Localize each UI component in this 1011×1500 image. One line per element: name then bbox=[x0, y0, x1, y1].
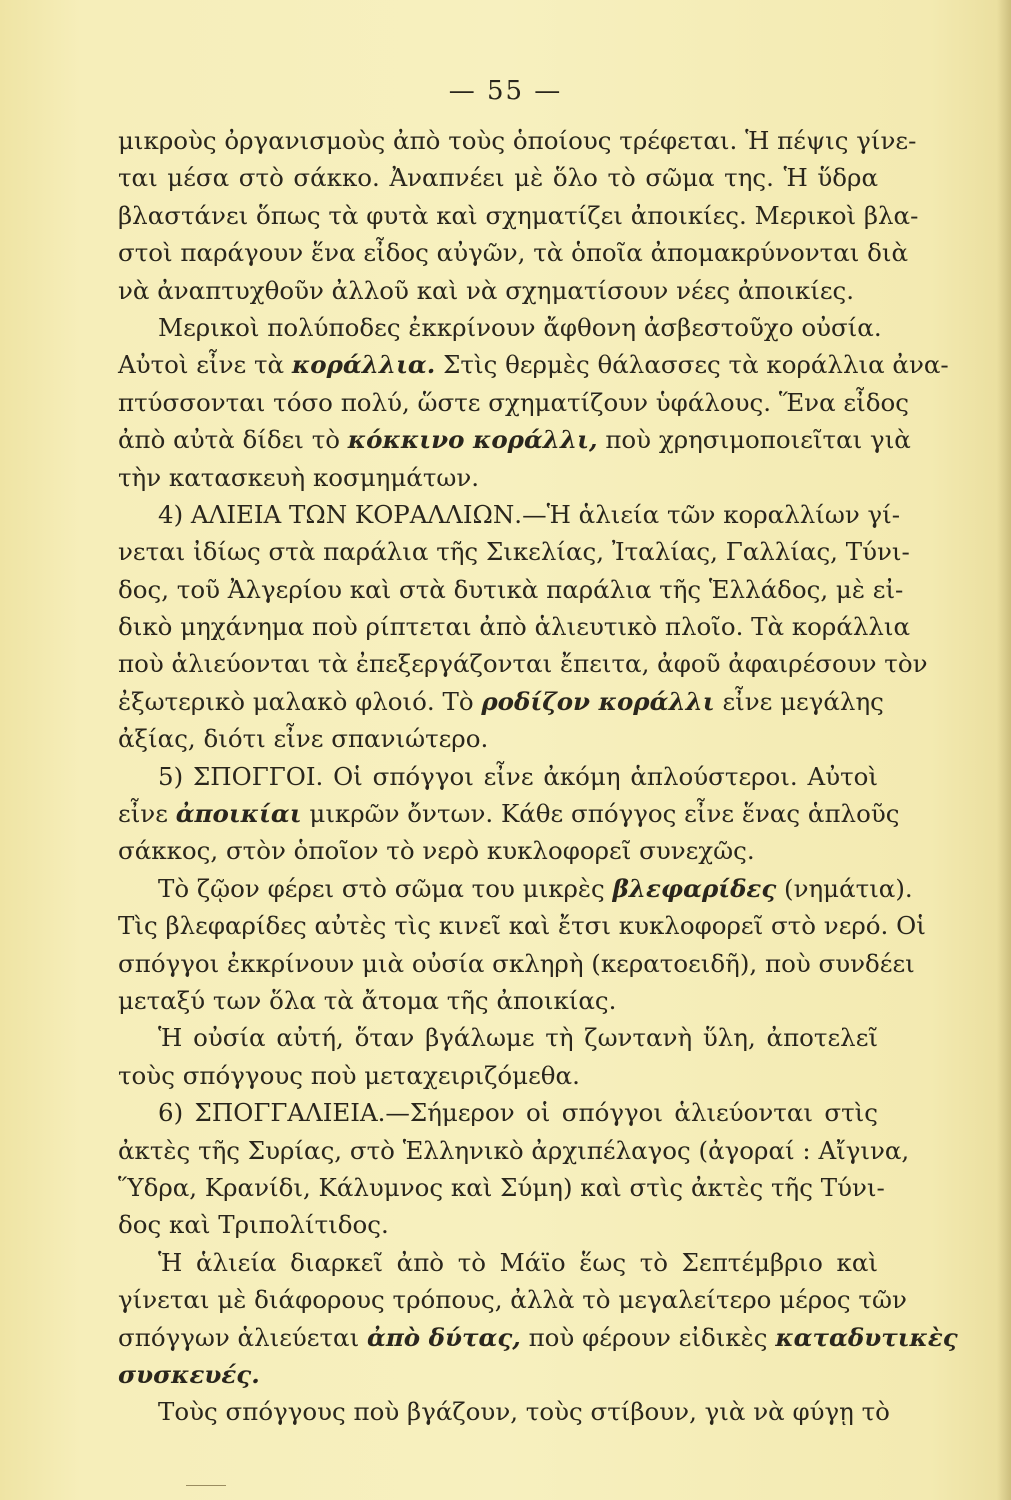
text-line bbox=[118, 496, 901, 533]
text-line bbox=[118, 1094, 878, 1131]
text-span: Τὶς βλεφαρίδες αὐτὲς τὶς κινεῖ καὶ ἔτσι κυκλοφορεῖ στὸ νερό. Οἱ bbox=[118, 911, 926, 941]
text-span: ποὺ ἁλιεύονται τὰ ἐπεξεργάζονται ἔπειτα, ἀφοῦ ἀφαιρέσουν τὸν bbox=[118, 649, 928, 679]
text-span: (νημάτια). bbox=[776, 873, 913, 903]
text-span: μικρῶν ὄντων. Κάθε σπόγγος εἶνε ἕνας ἁπλοῦς bbox=[301, 799, 900, 829]
text-span: ται μέσα στὸ σάκκο. Ἀναπνέει μὲ ὅλο τὸ σῶμα της. Ἡ ὕδρα bbox=[118, 163, 878, 193]
text-span: εἶνε bbox=[118, 799, 176, 829]
text-line bbox=[118, 1244, 878, 1281]
text-span: μεταξύ των ὅλα τὰ ἄτομα τῆς ἀποικίας. bbox=[118, 985, 617, 1015]
text-span: 6) ΣΠΟΓΓΑΛΙΕΙΑ.—Σήμερον οἱ σπόγγοι ἁλιεύονται στὶς bbox=[158, 1098, 878, 1128]
page-edge-shadow bbox=[997, 0, 1011, 1500]
emphasis-term: βλεφαρίδες bbox=[612, 873, 777, 903]
text-span: ἀπὸ αὐτὰ δίδει τὸ bbox=[118, 425, 348, 455]
text-line bbox=[118, 459, 878, 496]
text-line bbox=[118, 1057, 878, 1094]
text-line bbox=[118, 832, 878, 869]
emphasis-term: καταδυτικὲς bbox=[775, 1322, 958, 1352]
bottom-smudge bbox=[186, 1485, 226, 1494]
text-span: τὴν κατασκευὴ κοσμημάτων. bbox=[118, 462, 480, 492]
text-line bbox=[118, 1356, 878, 1393]
text-line bbox=[118, 533, 910, 570]
text-line bbox=[118, 982, 878, 1019]
text-line bbox=[118, 122, 917, 159]
text-span: ἀκτὲς τῆς Συρίας, στὸ Ἑλληνικὸ ἀρχιπέλαγος (ἀγοραί : Αἴγινα, bbox=[118, 1135, 910, 1165]
text-span: Τὸ ζῷον φέρει στὸ σῶμα του μικρὲς bbox=[158, 873, 613, 903]
text-span: νεται ἰδίως στὰ παράλια τῆς Σικελίας, Ἰταλίας, Γαλλίας, Τύνι- bbox=[118, 537, 910, 567]
text-line bbox=[118, 1169, 885, 1206]
page-number: — 55 — bbox=[448, 76, 563, 106]
text-line bbox=[118, 1019, 878, 1056]
text-span: σπόγγων ἁλιεύεται bbox=[118, 1322, 367, 1352]
text-line bbox=[118, 421, 911, 458]
text-line bbox=[118, 645, 928, 682]
text-line bbox=[118, 870, 913, 907]
text-span: Ὕδρα, Κρανίδι, Κάλυμνος καὶ Σύμη) καὶ στὶς ἀκτὲς τῆς Τύνι- bbox=[118, 1172, 885, 1202]
emphasis-term: κοράλλια. bbox=[291, 350, 436, 380]
text-line bbox=[118, 234, 909, 271]
text-line bbox=[118, 795, 900, 832]
text-span: Τοὺς σπόγγους ποὺ βγάζουν, τοὺς στίβουν, γιὰ νὰ φύγῃ τὸ bbox=[158, 1397, 890, 1427]
text-line bbox=[118, 608, 911, 645]
text-line bbox=[118, 945, 915, 982]
emphasis-term: ἀποικίαι bbox=[175, 799, 302, 829]
text-span: γίνεται μὲ διάφορους τρόπους, ἀλλὰ τὸ μεγαλείτερο μέρος τῶν bbox=[118, 1285, 907, 1315]
text-line bbox=[118, 384, 909, 421]
text-span: 4) ΑΛΙΕΙΑ ΤΩΝ ΚΟΡΑΛΛΙΩΝ.—Ἡ ἁλιεία τῶν κοραλλίων γί- bbox=[158, 499, 901, 529]
text-span: Στὶς θερμὲς θάλασσες τὰ κοράλλια ἀνα- bbox=[435, 350, 949, 380]
emphasis-term: κόκκινο κοράλλι, bbox=[347, 425, 598, 455]
text-line bbox=[118, 1132, 910, 1169]
text-span: σπόγγοι ἐκκρίνουν μιὰ οὐσία σκληρὴ (κερατοειδῆ), ποὺ συνδέει bbox=[118, 948, 915, 978]
text-span: ἀξίας, διότι εἶνε σπανιώτερο. bbox=[118, 724, 489, 754]
text-line bbox=[118, 571, 904, 608]
text-span: Ἡ οὐσία αὐτή, ὅταν βγάλωμε τὴ ζωντανὴ ὕλη, ἀποτελεῖ bbox=[158, 1023, 878, 1053]
text-line bbox=[118, 1206, 878, 1243]
text-span: δος καὶ Τριπολίτιδος. bbox=[118, 1210, 389, 1240]
text-span: σάκκος, στὸν ὁποῖον τὸ νερὸ κυκλοφορεῖ συνεχῶς. bbox=[118, 836, 755, 866]
text-line bbox=[118, 758, 878, 795]
emphasis-term: ροδίζον κοράλλι bbox=[481, 686, 715, 716]
text-line bbox=[118, 309, 882, 346]
text-span: Μερικοὶ πολύποδες ἐκκρίνουν ἄφθονη ἀσβεστοῦχο οὐσία. bbox=[158, 312, 882, 342]
text-span: δος, τοῦ Ἀλγερίου καὶ στὰ δυτικὰ παράλια τῆς Ἑλλάδος, μὲ εἰ- bbox=[118, 574, 904, 604]
text-line bbox=[118, 1281, 907, 1318]
text-line bbox=[118, 272, 878, 309]
text-line bbox=[118, 159, 878, 196]
text-span: νὰ ἀναπτυχθοῦν ἀλλοῦ καὶ νὰ σχηματίσουν νέες ἀποικίες. bbox=[118, 275, 855, 305]
text-line bbox=[118, 683, 884, 720]
text-span: ποὺ χρησιμοποιεῖται γιὰ bbox=[597, 425, 911, 455]
text-span: δικὸ μηχάνημα ποὺ ρίπτεται ἀπὸ ἁλιευτικὸ πλοῖο. Τὰ κοράλλια bbox=[118, 612, 911, 642]
text-span: Ἡ ἁλιεία διαρκεῖ ἀπὸ τὸ Μάϊο ἕως τὸ Σεπτέμβριο καὶ bbox=[158, 1247, 878, 1277]
text-span: στοὶ παράγουν ἕνα εἶδος αὐγῶν, τὰ ὁποῖα ἀπομακρύνονται διὰ bbox=[118, 238, 909, 268]
text-line bbox=[118, 1319, 958, 1356]
text-line bbox=[118, 720, 878, 757]
text-span: εἶνε μεγάλης bbox=[714, 686, 884, 716]
text-span: πτύσσονται τόσο πολύ, ὥστε σχηματίζουν ὑφάλους. Ἕνα εἶδος bbox=[118, 387, 909, 417]
text-span: ποὺ φέρουν εἰδικὲς bbox=[520, 1322, 776, 1352]
text-span: τοὺς σπόγγους ποὺ μεταχειριζόμεθα. bbox=[118, 1060, 580, 1090]
text-line bbox=[118, 1393, 890, 1430]
body-text bbox=[118, 122, 958, 1431]
text-line bbox=[118, 346, 949, 383]
text-line bbox=[118, 907, 926, 944]
text-span: ἐξωτερικὸ μαλακὸ φλοιό. Τὸ bbox=[118, 686, 482, 716]
text-span: 5) ΣΠΟΓΓΟΙ. Οἱ σπόγγοι εἶνε ἀκόμη ἁπλούστεροι. Αὐτοὶ bbox=[158, 761, 878, 791]
text-span: μικροὺς ὀργανισμοὺς ἀπὸ τοὺς ὁποίους τρέφεται. Ἡ πέψις γίνε- bbox=[118, 126, 917, 155]
text-span: βλαστάνει ὅπως τὰ φυτὰ καὶ σχηματίζει ἀποικίες. Μερικοὶ βλα- bbox=[118, 200, 919, 230]
text-span: Αὐτοὶ εἶνε τὰ bbox=[118, 350, 292, 380]
emphasis-term: ἀπὸ δύτας, bbox=[366, 1322, 521, 1352]
emphasis-term: συσκευές. bbox=[118, 1359, 260, 1389]
text-line bbox=[118, 197, 919, 234]
